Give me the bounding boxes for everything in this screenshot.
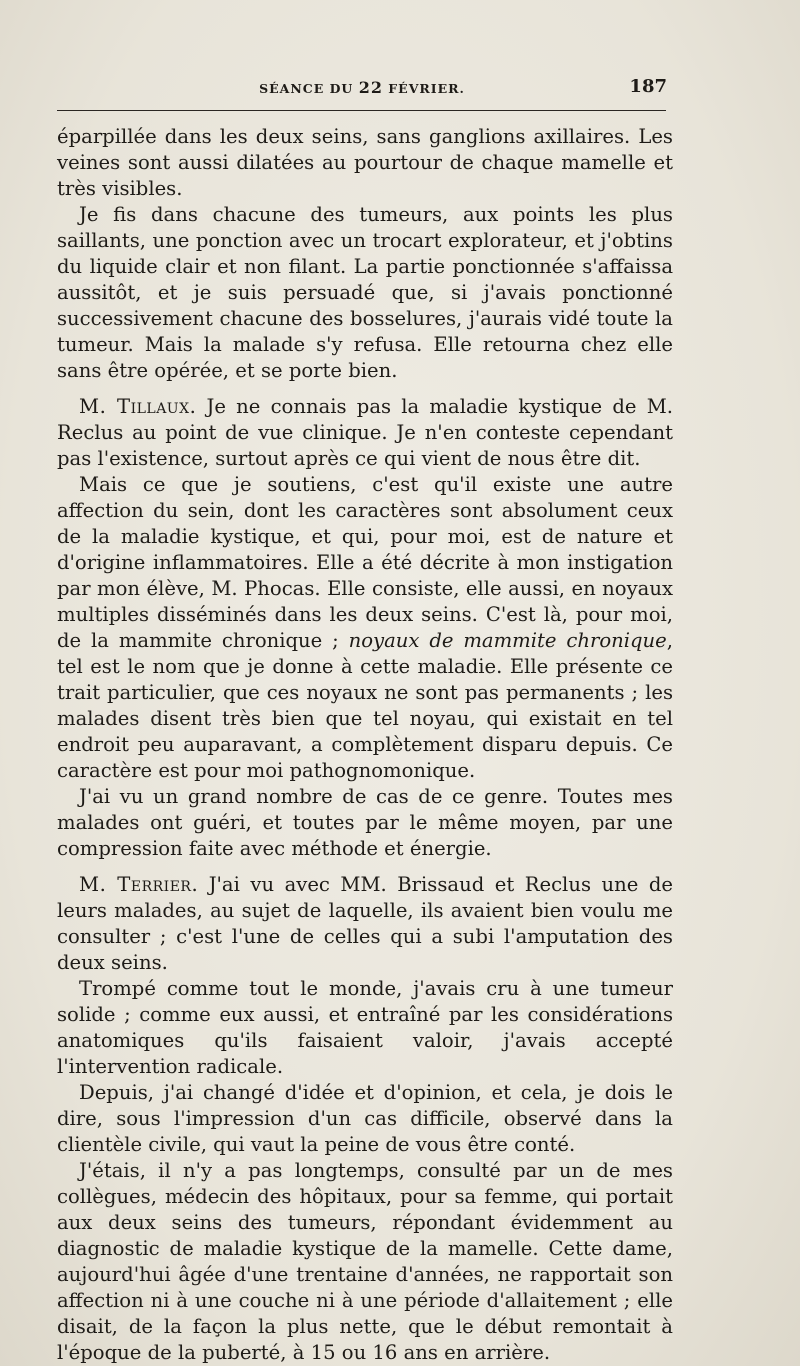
speech-text: J'ai vu avec MM. Brissaud et Reclus une de leurs malades, au sujet de laquelle, ils avaient bien voulu me consulter ; c'est l'une de celles qui a subi l'amputation des deux seins. (57, 873, 673, 974)
paragraph: Trompé comme tout le monde, j'avais cru à une tumeur solide ; comme eux aussi, et entraîné par les considérations anatomiques qu'ils faisaient valoir, j'avais accepté l'intervention radicale. (57, 977, 673, 1078)
running-head (57, 76, 667, 100)
paragraph (57, 872, 673, 976)
paragraph: J'ai vu un grand nombre de cas de ce genre. Toutes mes malades ont guéri, et toutes par le même moyen, par une compression faite avec méthode et énergie. (57, 785, 673, 860)
page-number: 187 (629, 76, 667, 97)
paragraph: éparpillée dans les deux seins, sans ganglions axillaires. Les veines sont aussi dilatées au pourtour de chaque mamelle et très visibles. (57, 125, 673, 200)
running-title (57, 78, 667, 97)
title-part: FÉVRIER. (382, 81, 465, 96)
paragraph: Je fis dans chacune des tumeurs, aux points les plus saillants, une ponction avec un trocart explorateur, et j'obtins du liquide clair et non filant. La partie ponctionnée s'affaissa aussitôt, et je suis persuadé que, si j'avais ponctionné successivement chacune des bosselures, j'aurais vidé toute la tumeur. Mais la malade s'y refusa. Elle retourna chez elle sans être opérée, et se porte bien. (57, 203, 673, 382)
paragraph (57, 394, 673, 472)
italic-term: noyaux de mammite chronique (348, 629, 667, 652)
text-run: Mais ce que je soutiens, c'est qu'il existe une autre affection du sein, dont les caractères sont absolument ceux de la maladie kystique, et qui, pour moi, est de nature et d'origine inflammatoires. Elle a été décrite à mon instigation par mon élève, M. Phocas. Elle consiste, elle aussi, en noyaux multiples disséminés dans les deux seins. C'est là, pour moi, de la mammite chronique ; (57, 473, 673, 652)
title-part: SÉANCE DU (259, 81, 359, 96)
speaker-name: M. Terrier. (79, 873, 199, 896)
paragraph: J'étais, il n'y a pas longtemps, consulté par un de mes collègues, médecin des hôpitaux, pour sa femme, qui portait aux deux seins des tumeurs, répondant évidemment au diagnostic de maladie kystique de la mamelle. Cette dame, aujourd'hui âgée d'une trentaine d'années, ne rapportait son affection ni à une couche ni à une période d'allaitement ; elle disait, de la façon la plus nette, que le début remontait à l'époque de la puberté, à 15 ou 16 ans en arrière. (57, 1159, 673, 1364)
paragraph: Depuis, j'ai changé d'idée et d'opinion, et cela, je dois le dire, sous l'impression d'un cas difficile, observé dans la clientèle civile, qui vaut la peine de vous être conté. (57, 1081, 673, 1156)
speaker-name: M. Tillaux. (79, 395, 197, 418)
speech-text: Je ne connais pas la maladie kystique de M. Reclus au point de vue clinique. Je n'en conteste cependant pas l'existence, surtout après ce qui vient de nous être dit. (57, 395, 673, 470)
text-run: , tel est le nom que je donne à cette maladie. Elle présente ce trait particulier, que ces noyaux ne sont pas permanents ; les malades disent très bien que tel noyau, qui existait en tel endroit peu auparavant, a complètement disparu depuis. Ce caractère est pour moi pathognomonique. (57, 629, 673, 782)
title-day: 22 (358, 78, 383, 97)
body-text (57, 124, 673, 1366)
header-rule (57, 110, 666, 111)
paragraph (57, 472, 673, 784)
